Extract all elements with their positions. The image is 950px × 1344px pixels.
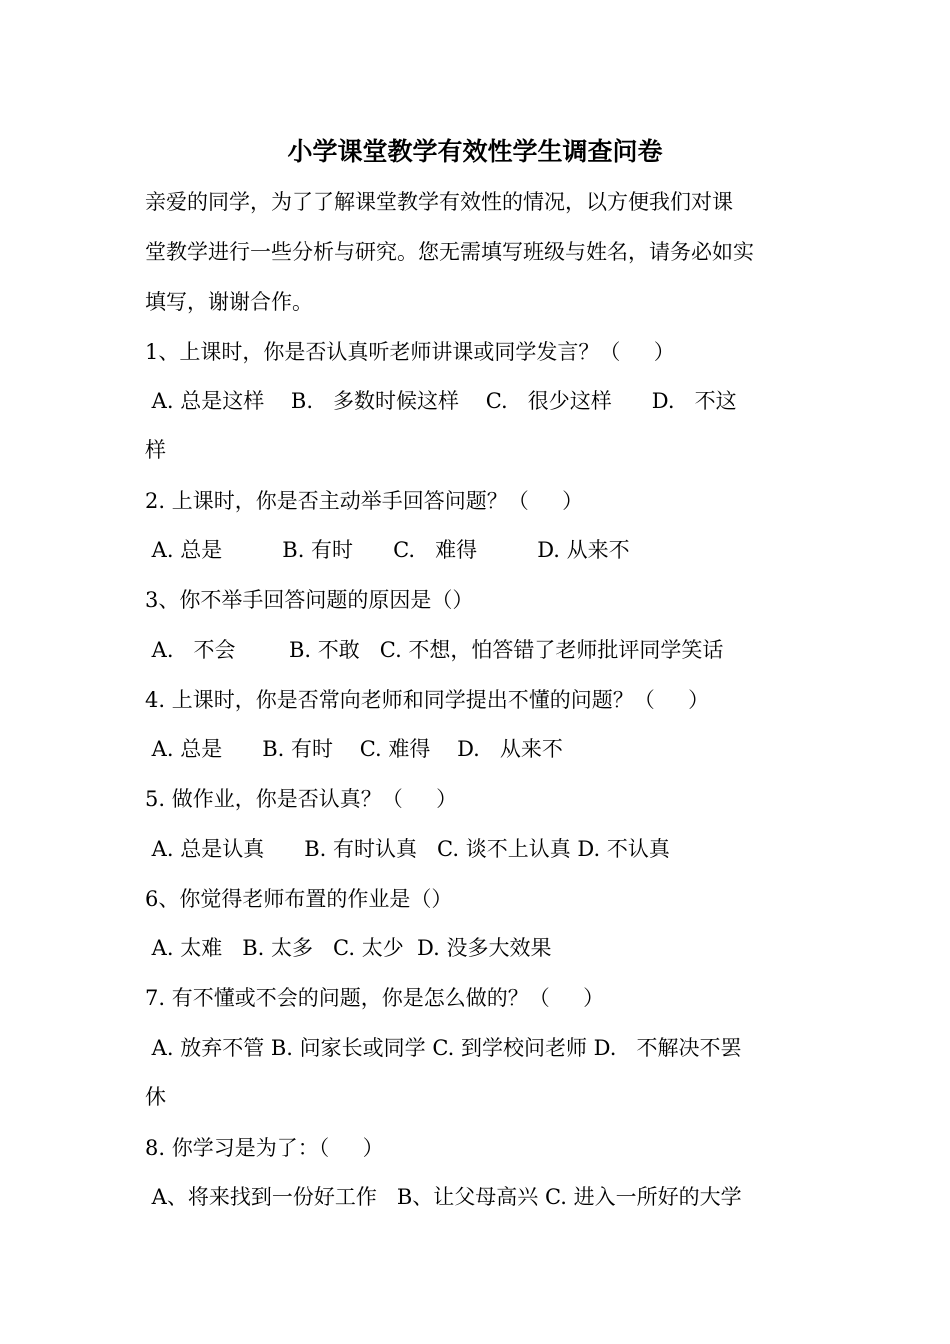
question-5: 5. 做作业，你是否认真？（ ） [145, 787, 458, 811]
intro-line-2: 堂教学进行一些分析与研究。您无需填写班级与姓名，请务必如实 [145, 240, 754, 264]
question-5-options: A. 总是认真 B. 有时认真 C. 谈不上认真 D. 不认真 [145, 837, 670, 861]
intro-line-1: 亲爱的同学，为了了解课堂教学有效性的情况，以方便我们对课 [145, 190, 733, 214]
document-title: 小学课堂教学有效性学生调查问卷 [287, 137, 663, 166]
question-4: 4. 上课时，你是否常向老师和同学提出不懂的问题？（ ） [145, 688, 710, 712]
question-2: 2. 上课时，你是否主动举手回答问题？（ ） [145, 489, 584, 513]
question-7-options: A. 放弃不管 B. 问家长或同学 C. 到学校问老师 D. 不解决不罢 [145, 1036, 742, 1060]
question-3-options: A. 不会 B. 不敢 C. 不想，怕答错了老师批评同学笑话 [145, 638, 724, 662]
intro-line-3: 填写，谢谢合作。 [145, 290, 313, 314]
question-2-options: A. 总是 B. 有时 C. 难得 D. 从来不 [145, 538, 630, 562]
question-7: 7. 有不懂或不会的问题，你是怎么做的？（ ） [145, 986, 605, 1010]
question-1-options: A. 总是这样 B. 多数时候这样 C. 很少这样 D. 不这 [145, 389, 737, 413]
question-4-options: A. 总是 B. 有时 C. 难得 D. 从来不 [145, 737, 563, 761]
question-6: 6、你觉得老师布置的作业是（） [145, 887, 453, 911]
question-6-options: A. 太难 B. 太多 C. 太少 D. 没多大效果 [145, 936, 552, 960]
question-3: 3、你不举手回答问题的原因是（） [145, 588, 474, 612]
question-1-options-cont: 样 [145, 438, 166, 462]
question-8-options: A、将来找到一份好工作 B、让父母高兴 C. 进入一所好的大学 [145, 1185, 742, 1209]
question-1: 1、上课时，你是否认真听老师讲课或同学发言？（ ） [145, 340, 675, 364]
question-8: 8. 你学习是为了：（ ） [145, 1136, 384, 1160]
question-7-options-cont: 休 [145, 1085, 166, 1109]
